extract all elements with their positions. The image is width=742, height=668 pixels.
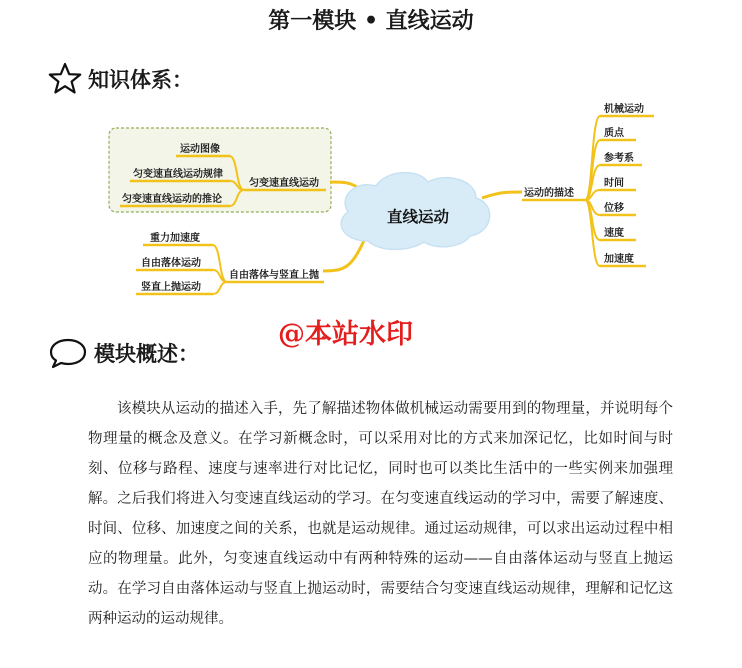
overview-paragraph: 该模块从运动的描述入手，先了解描述物体做机械运动需要用到的物理量，并说明每个物理量的概念及意义。在学习新概念时，可以采用对比的方式来加深记忆，比如时间与时刻、位移与路程、速度与速率进行对比记忆，同时也可以类比生活中的一些实例来加强理解。之后我们将进入匀变速直线运动的学习。在匀变速直线运动的学习中，需要了解速度、时间、位移、加速度之间的关系，也就是运动规律。通过运动规律，可以求出运动过程中相应的物理量。此外，匀变速直线运动中有两种特殊的运动——自由落体运动与竖直上抛运动。在学习自由落体运动与竖直上抛运动时，需要结合匀变速直线运动规律，理解和记忆这两种运动的运动规律。 bbox=[88, 401, 673, 627]
mindmap-branch-label: 匀变速直线运动 bbox=[249, 178, 319, 189]
mindmap-leaf-label: 位移 bbox=[604, 203, 624, 214]
mindmap-leaf-label: 运动图像 bbox=[180, 144, 220, 155]
knowledge-system-label: 知识体系： bbox=[88, 67, 193, 92]
mindmap-branch-label: 运动的描述 bbox=[524, 188, 574, 199]
mindmap-leaf-label: 匀变速直线运动的推论 bbox=[122, 194, 222, 205]
mindmap bbox=[0, 0, 742, 310]
page-title: 第一模块 • 直线运动 bbox=[268, 8, 474, 34]
mindmap-branch-label: 自由落体与竖直上抛 bbox=[229, 270, 319, 281]
mindmap-center-label: 直线运动 bbox=[386, 208, 450, 226]
mindmap-leaf-label: 时间 bbox=[604, 178, 624, 189]
mindmap-leaf-label: 竖直上抛运动 bbox=[141, 282, 201, 293]
overview-heading bbox=[48, 336, 199, 370]
mindmap-leaf-label: 质点 bbox=[604, 128, 624, 139]
mindmap-leaf-label: 机械运动 bbox=[604, 104, 644, 115]
overview-label: 模块概述： bbox=[94, 341, 199, 366]
mindmap-leaf-label: 重力加速度 bbox=[150, 233, 200, 244]
mindmap-leaf-label: 参考系 bbox=[604, 153, 634, 164]
speech-bubble-icon bbox=[48, 336, 88, 370]
watermark-text: @本站水印 bbox=[278, 319, 413, 350]
mindmap-leaf-label: 加速度 bbox=[604, 254, 634, 265]
mindmap-leaf-label: 自由落体运动 bbox=[141, 258, 201, 269]
mindmap-leaf-label: 匀变速直线运动规律 bbox=[133, 169, 223, 180]
mindmap-leaf-label: 速度 bbox=[604, 228, 624, 239]
